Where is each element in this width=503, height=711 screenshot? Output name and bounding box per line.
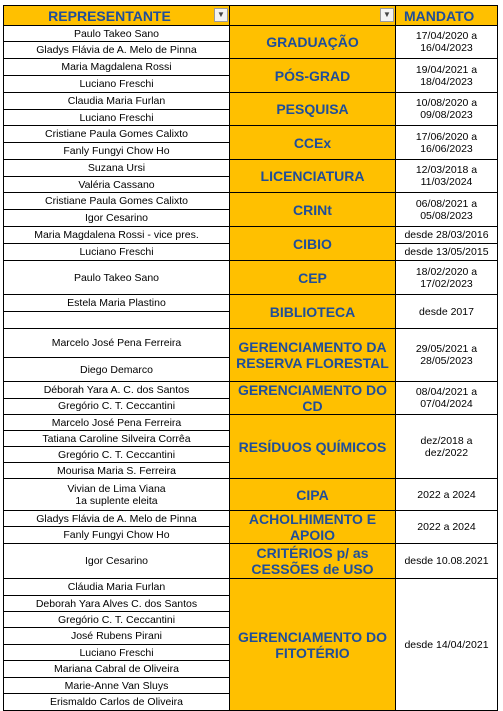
mandato-line: 18/02/2020 a <box>415 265 478 278</box>
mandato-cell[interactable] <box>396 511 498 544</box>
mandato-line: 17/02/2023 <box>420 277 473 290</box>
representante-cell[interactable]: Cristiane Paula Gomes Calixto <box>4 126 230 143</box>
mandato-line: 18/04/2023 <box>420 75 473 88</box>
orgao-cell[interactable]: LICENCIATURA <box>230 160 396 193</box>
representante-cell[interactable]: Estela Maria Plastino <box>4 295 230 312</box>
mandato-cell[interactable] <box>396 415 498 479</box>
orgao-cell[interactable]: CRINt <box>230 193 396 227</box>
representante-cell[interactable]: Luciano Freschi <box>4 110 230 126</box>
mandato-line: 12/03/2018 a <box>415 164 478 176</box>
mandato-line: 08/04/2021 a <box>415 386 478 398</box>
mandato-cell[interactable] <box>396 295 498 329</box>
table-row <box>4 261 498 295</box>
mandato-cell[interactable] <box>396 544 498 579</box>
representante-cell[interactable]: Valéria Cassano <box>4 177 230 193</box>
table-row <box>4 544 498 579</box>
mandato-line: 28/05/2023 <box>420 355 473 367</box>
mandato-line: dez/2022 <box>424 446 469 459</box>
mandato-cell[interactable] <box>396 26 498 59</box>
mandato-line: dez/2018 a <box>420 434 473 447</box>
mandato-line: 2022 a 2024 <box>417 488 476 501</box>
representante-cell[interactable]: Vivian de Lima Viana 1a suplente eleita <box>4 479 230 511</box>
mandato-line: 17/04/2020 a <box>415 30 478 42</box>
mandato-line: 09/08/2023 <box>420 109 473 121</box>
orgao-cell[interactable]: CRITÉRIOS p/ as CESSÕES de USO <box>230 544 396 579</box>
orgao-cell[interactable]: RESÍDUOS QUÍMICOS <box>230 415 396 479</box>
mandato-cell[interactable]: desde 13/05/2015 <box>396 244 498 261</box>
mandato-cell[interactable] <box>396 579 498 711</box>
mandato-line: 10/08/2020 a <box>415 97 478 109</box>
orgao-cell[interactable]: CIBIO <box>230 227 396 261</box>
filter-dropdown-icon[interactable]: ▼ <box>214 8 228 22</box>
mandato-cell[interactable]: desde 28/03/2016 <box>396 227 498 244</box>
representante-cell[interactable]: Paulo Takeo Sano <box>4 26 230 42</box>
representante-cell[interactable]: Igor Cesarino <box>4 544 230 579</box>
table-row <box>4 126 498 143</box>
orgao-cell[interactable]: PESQUISA <box>230 93 396 126</box>
representante-cell[interactable]: Gregório C. T. Ceccantini <box>4 398 230 415</box>
representante-cell[interactable]: Maria Magdalena Rossi - vice pres. <box>4 227 230 244</box>
table-row <box>4 93 498 110</box>
mandato-line: 16/04/2023 <box>420 42 473 54</box>
mandato-line: 06/08/2021 a <box>415 197 478 210</box>
orgao-cell[interactable]: CIPA <box>230 479 396 511</box>
mandato-line: 19/04/2021 a <box>415 63 478 76</box>
representante-cell[interactable]: Diego Demarco <box>4 358 230 382</box>
table-row <box>4 415 498 431</box>
representante-cell[interactable]: Gladys Flávia de A. Melo de Pinna <box>4 511 230 527</box>
mandato-line: 16/06/2023 <box>420 142 473 155</box>
representante-cell[interactable]: Luciano Freschi <box>4 76 230 93</box>
representante-cell[interactable]: Gregório C. T. Ceccantini <box>4 612 230 628</box>
mandato-line: 05/08/2023 <box>420 209 473 222</box>
mandato-cell[interactable] <box>396 329 498 382</box>
mandato-cell[interactable] <box>396 126 498 160</box>
table-row <box>4 382 498 399</box>
representante-cell[interactable]: Mourisa Maria S. Ferreira <box>4 463 230 479</box>
mandato-cell[interactable] <box>396 160 498 193</box>
mandato-line: 29/05/2021 a <box>415 343 478 355</box>
table-row <box>4 227 498 244</box>
representante-cell[interactable]: Déborah Yara A. C. dos Santos <box>4 382 230 399</box>
orgao-cell[interactable]: BIBLIOTECA <box>230 295 396 329</box>
orgao-cell[interactable]: PÓS-GRAD <box>230 59 396 93</box>
mandato-line: 07/04/2024 <box>420 398 473 410</box>
header-mandato[interactable] <box>396 6 498 26</box>
header-mandato-label: MANDATO <box>404 7 475 24</box>
table-row <box>4 26 498 42</box>
mandato-line: desde 10.08.2021 <box>404 555 489 567</box>
mandato-cell[interactable] <box>396 59 498 93</box>
table-row <box>4 295 498 312</box>
representante-cell[interactable]: Cláudia Maria Furlan <box>4 579 230 596</box>
filter-dropdown-icon[interactable]: ▼ <box>380 8 394 22</box>
orgao-cell[interactable]: GERENCIAMENTO DO FITOTÉRIO <box>230 579 396 711</box>
table-body <box>4 26 498 711</box>
orgao-cell[interactable]: GERENCIAMENTO DO CD <box>230 382 396 415</box>
representante-cell[interactable]: Claudia Maria Furlan <box>4 93 230 110</box>
header-row <box>4 6 498 26</box>
orgao-cell[interactable]: GRADUAÇÃO <box>230 26 396 59</box>
representante-cell[interactable]: Marie-Anne Van Sluys <box>4 678 230 694</box>
representante-cell[interactable]: Paulo Takeo Sano <box>4 261 230 295</box>
representante-cell[interactable]: Maria Magdalena Rossi <box>4 59 230 76</box>
table-row <box>4 193 498 210</box>
orgao-cell[interactable]: ACHOLHIMENTO E APOIO <box>230 511 396 544</box>
representante-cell[interactable]: Marcelo José Pena Ferreira <box>4 329 230 358</box>
representante-cell[interactable]: Erismaldo Carlos de Oliveira <box>4 694 230 711</box>
mandato-line: 2022 a 2024 <box>417 521 476 533</box>
representante-cell[interactable]: Tatiana Caroline Silveira Corrêa <box>4 431 230 447</box>
table-row <box>4 160 498 177</box>
table-row <box>4 579 498 596</box>
representante-cell[interactable]: José Rubens Pirani <box>4 628 230 645</box>
representante-cell[interactable]: Igor Cesarino <box>4 210 230 227</box>
table-row <box>4 329 498 358</box>
representante-cell[interactable]: Luciano Freschi <box>4 244 230 261</box>
mandato-line: 11/03/2024 <box>420 176 473 188</box>
representante-cell[interactable]: Suzana Ursi <box>4 160 230 177</box>
representatives-table <box>3 5 498 711</box>
mandato-cell[interactable] <box>396 193 498 227</box>
table-row <box>4 479 498 511</box>
header-representante-label: REPRESENTANTE <box>48 7 171 24</box>
mandato-cell[interactable] <box>396 382 498 415</box>
mandato-line: 17/06/2020 a <box>415 130 478 143</box>
representante-cell[interactable]: Marcelo José Pena Ferreira <box>4 415 230 431</box>
mandato-line: desde 2017 <box>419 305 474 318</box>
orgao-cell[interactable]: CEP <box>230 261 396 295</box>
mandato-line: desde 14/04/2021 <box>404 638 489 651</box>
header-representante[interactable] <box>4 6 230 26</box>
representante-cell[interactable]: Luciano Freschi <box>4 645 230 661</box>
table-row <box>4 511 498 527</box>
representante-cell[interactable]: Fanly Fungyi Chow Ho <box>4 143 230 160</box>
representante-cell[interactable]: Gregório C. T. Ceccantini <box>4 447 230 463</box>
orgao-cell[interactable]: GERENCIAMENTO DA RESERVA FLORESTAL <box>230 329 396 382</box>
representante-cell[interactable]: Fanly Fungyi Chow Ho <box>4 527 230 544</box>
mandato-cell[interactable] <box>396 479 498 511</box>
mandato-cell[interactable] <box>396 261 498 295</box>
mandato-cell[interactable] <box>396 93 498 126</box>
representante-cell[interactable] <box>4 312 230 329</box>
representante-cell[interactable]: Mariana Cabral de Oliveira <box>4 661 230 678</box>
representante-cell[interactable]: Deborah Yara Alves C. dos Santos <box>4 596 230 612</box>
representante-cell[interactable]: Gladys Flávia de A. Melo de Pinna <box>4 42 230 59</box>
table-row <box>4 59 498 76</box>
representante-cell[interactable]: Cristiane Paula Gomes Calixto <box>4 193 230 210</box>
header-orgao[interactable] <box>230 6 396 26</box>
orgao-cell[interactable]: CCEx <box>230 126 396 160</box>
